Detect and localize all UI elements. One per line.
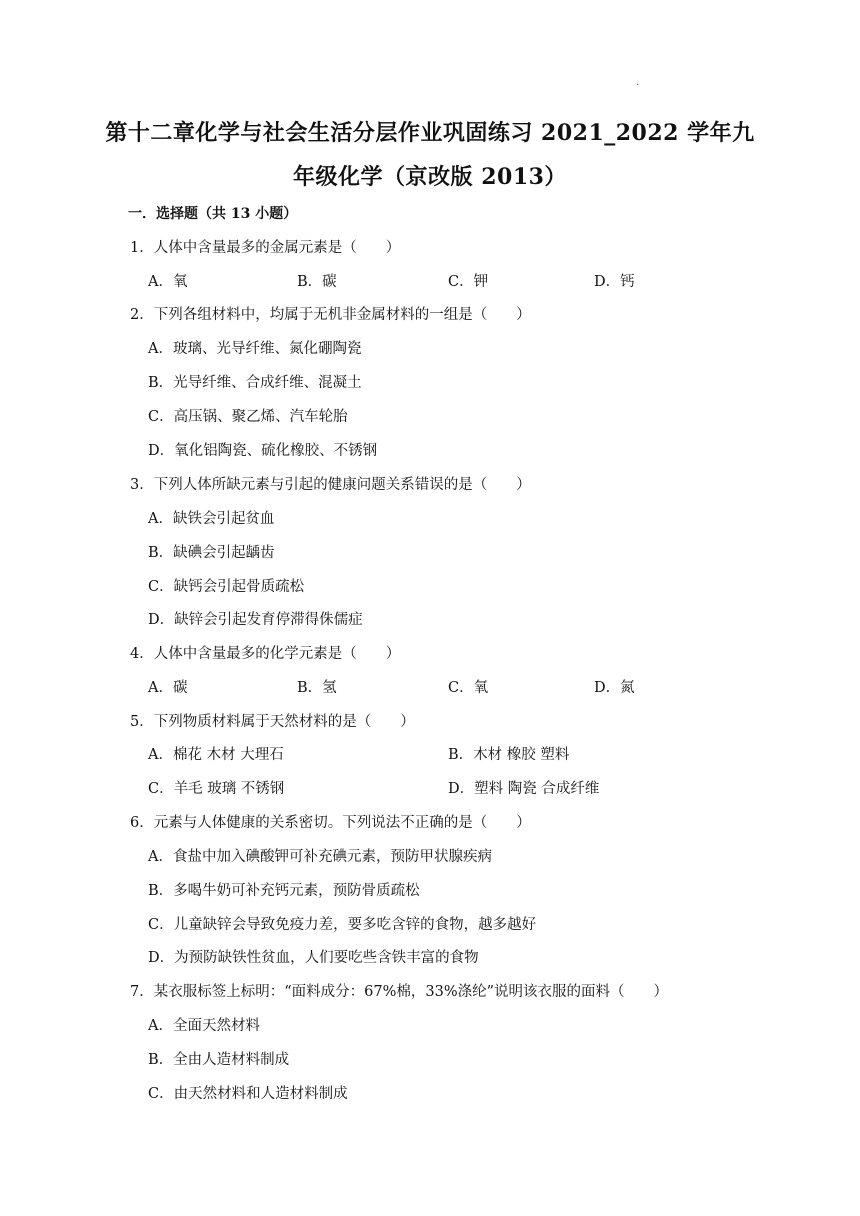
question-4-option-b: B．氢 <box>297 680 337 696</box>
question-4-option-c: C．氧 <box>448 680 489 696</box>
question-7-option-a: A．全面天然材料 <box>148 1018 260 1034</box>
question-3-option-a: A．缺铁会引起贫血 <box>148 511 275 527</box>
question-2-option-c: C．高压锅、聚乙烯、汽车轮胎 <box>148 409 348 425</box>
question-6-option-d: D．为预防缺铁性贫血，人们要吃些含铁丰富的食物 <box>148 950 479 966</box>
question-1-stem: 1．人体中含量最多的金属元素是（ ） <box>130 240 401 256</box>
question-5-option-c: C．羊毛 玻璃 不锈钢 <box>148 781 285 797</box>
question-2-stem: 2．下列各组材料中，均属于无机非金属材料的一组是（ ） <box>130 307 531 323</box>
section-heading: 一．选择题（共 13 小题） <box>128 206 298 222</box>
question-5-option-a: A．棉花 木材 大理石 <box>148 747 284 763</box>
question-2-option-d: D．氧化铝陶瓷、硫化橡胶、不锈钢 <box>148 443 378 459</box>
question-5-option-d: D．塑料 陶瓷 合成纤维 <box>448 781 600 797</box>
question-6-stem: 6．元素与人体健康的关系密切。下列说法不正确的是（ ） <box>130 815 531 831</box>
question-1-option-b: B．碳 <box>297 274 337 290</box>
question-1-option-d: D．钙 <box>594 274 635 290</box>
question-4-stem: 4．人体中含量最多的化学元素是（ ） <box>130 646 401 662</box>
question-4-option-d: D．氮 <box>594 680 635 696</box>
question-6-option-c: C．儿童缺锌会导致免疫力差，要多吃含锌的食物，越多越好 <box>148 917 537 933</box>
question-3-option-c: C．缺钙会引起骨质疏松 <box>148 579 305 595</box>
question-5-stem: 5．下列物质材料属于天然材料的是（ ） <box>130 714 415 730</box>
question-2-option-a: A．玻璃、光导纤维、氮化硼陶瓷 <box>148 341 362 357</box>
question-7-stem: 7．某衣服标签上标明：“面料成分：67%棉，33%涤纶”说明该衣服的面料（ ） <box>130 984 669 1000</box>
question-3-stem: 3．下列人体所缺元素与引起的健康问题关系错误的是（ ） <box>130 477 531 493</box>
document-title-line-1: 第十二章化学与社会生活分层作业巩固练习 2021_2022 学年九 <box>105 120 755 146</box>
question-1-option-a: A．氧 <box>148 274 188 290</box>
question-4-option-a: A．碳 <box>148 680 188 696</box>
question-2-option-b: B．光导纤维、合成纤维、混凝土 <box>148 375 362 391</box>
header-dot: · <box>636 80 640 91</box>
question-3-option-d: D．缺锌会引起发育停滞得侏儒症 <box>148 612 363 628</box>
question-1-option-c: C．钾 <box>448 274 489 290</box>
question-6-option-b: B．多喝牛奶可补充钙元素，预防骨质疏松 <box>148 883 420 899</box>
question-5-option-b: B．木材 橡胶 塑料 <box>448 747 570 763</box>
document-title-line-2: 年级化学（京改版 2013） <box>293 164 567 190</box>
question-7-option-b: B．全由人造材料制成 <box>148 1052 290 1068</box>
question-3-option-b: B．缺碘会引起龋齿 <box>148 545 275 561</box>
question-7-option-c: C．由天然材料和人造材料制成 <box>148 1086 348 1102</box>
question-6-option-a: A．食盐中加入碘酸钾可补充碘元素，预防甲状腺疾病 <box>148 849 492 865</box>
